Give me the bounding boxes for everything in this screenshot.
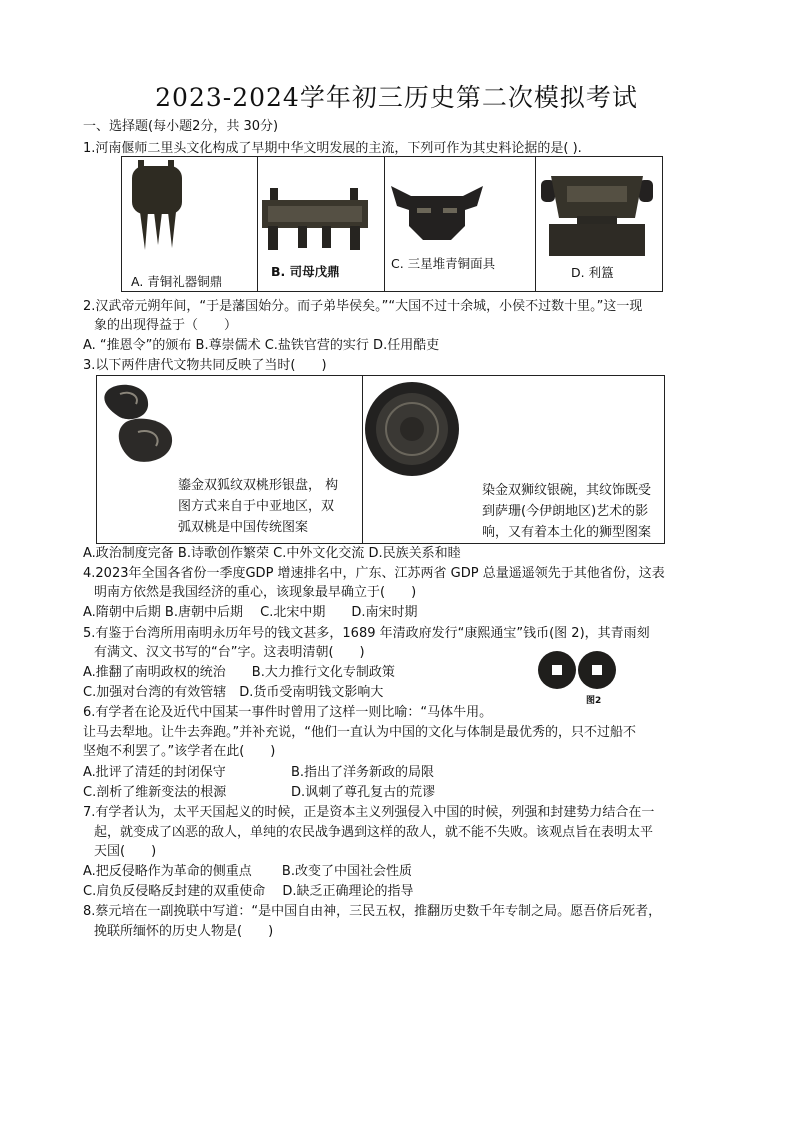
q6-option-b: B.指出了洋务新政的局限 <box>291 765 435 780</box>
kangxi-coins-image <box>537 648 619 692</box>
q6-stem-line3: 坚炮不利罢了。”该学者在此( ) <box>83 744 276 759</box>
q4-options: A.隋朝中后期 B.唐朝中后期 C.北宋中期 D.南宋时期 <box>83 605 418 620</box>
sanxingdui-mask-image <box>387 182 487 247</box>
q3-left-text-line3: 弧双桃是中国传统图案 <box>178 520 309 535</box>
q3-stem: 3.以下两件唐代文物共同反映了当时( ) <box>83 358 327 373</box>
q2-stem-line2: 象的出现得益于（ ） <box>94 318 238 333</box>
q7-options-cd: C.肩负反侵略反封建的双重使命 D.缺乏正确理论的指导 <box>83 884 414 899</box>
q5-figure-label: 图2 <box>586 696 602 706</box>
q6-stem-line2: 让马去犁地。让牛去奔跑。”并补充说，“他们一直认为中国的文化与体制是最优秀的，只不过船不 <box>83 725 636 740</box>
q3-right-text-line2: 到萨珊(今伊朗地区)艺术的影 <box>482 504 649 519</box>
q3-left-text-line2: 图方式来自于中亚地区，双 <box>178 499 335 514</box>
q5-stem-line1: 5.有鉴于台湾所用南明永历年号的钱文甚多，1689 年清政府发行“康熙通宝”钱币(图 2)，其青雨刻 <box>83 626 650 641</box>
q2-options: A. “推恩令”的颁布 B.尊崇儒术 C.盐铁官营的实行 D.任用酷吏 <box>83 338 440 353</box>
q1-caption-a: A. 青铜礼器铜鼎 <box>131 274 223 289</box>
q6-option-a: A.批评了清廷的封闭保守 <box>83 765 226 780</box>
q3-left-text-line1: 鎏金双狐纹双桃形银盘， 构 <box>178 478 339 493</box>
q1-caption-b: B. 司母戊鼎 <box>271 264 340 279</box>
q1-caption-c: C. 三星堆青铜面具 <box>391 256 496 271</box>
section-heading: 一、选择题(每小题2分，共 30分) <box>83 119 279 134</box>
q7-options-ab: A.把反侵略作为革命的侧重点 B.改变了中国社会性质 <box>83 864 412 879</box>
q6-option-d: D.讽刺了尊孔复古的荒谬 <box>291 785 436 800</box>
q3-right-text-line1: 染金双狮纹银碗，其纹饰既受 <box>482 483 652 498</box>
q2-stem-line1: 2.汉武帝元朔年间，“于是藩国始分。而子弟毕侯矣。”“大国不过十余城，小侯不过数十里。”这一现 <box>83 299 643 314</box>
q3-right-text-line3: 响，又有着本土化的狮型图案 <box>482 525 652 540</box>
q3-left-description <box>178 475 338 538</box>
bronze-ding-image <box>128 160 188 255</box>
q7-stem-line2: 起，就变成了凶恶的敌人，单纯的农民战争遇到这样的敌人，就不能不失败。该观点旨在表明太平 <box>94 825 654 840</box>
q3-options: A.政治制度完备 B.诗歌创作繁荣 C.中外文化交流 D.民族关系和睦 <box>83 546 461 561</box>
simuwu-ding-image <box>260 186 372 252</box>
q8-stem-line2: 挽联所缅怀的历史人物是( ) <box>94 924 274 939</box>
silver-bowl-image <box>363 380 463 480</box>
q7-stem-line1: 7.有学者认为，太平天国起义的时候，正是资本主义列强侵入中国的时候，列强和封建势力结合在一 <box>83 805 655 820</box>
q6-stem-line1: 6.有学者在论及近代中国某一事件时曾用了这样一则比喻：“马体牛用。 <box>83 705 493 720</box>
q4-stem-line1: 4.2023年全国各省份一季度GDP 增速排名中，广东、江苏两省 GDP 总量遥遥领先于其他省份，这表 <box>83 566 665 581</box>
q7-stem-line3: 天国( ) <box>94 844 157 859</box>
li-gui-image <box>537 172 657 258</box>
q5-options-cd: C.加强对台湾的有效管辖 D.货币受南明钱文影响大 <box>83 685 384 700</box>
exam-title: 2023-2024学年初三历史第二次模拟考试 <box>155 83 638 112</box>
q1-caption-d: D. 利簋 <box>571 265 614 280</box>
q6-option-c: C.剖析了维新变法的根源 <box>83 785 227 800</box>
q5-stem-line2: 有满文、汉文书写的“台”字。这表明清朝( ) <box>94 645 365 660</box>
silver-plate-image <box>100 380 182 470</box>
q3-right-description <box>482 480 651 543</box>
q4-stem-line2: 明南方依然是我国经济的重心，该现象最早确立于( ) <box>94 585 417 600</box>
q1-stem: 1.河南偃师二里头文化构成了早期中华文明发展的主流，下列可作为其史料论据的是( ). <box>83 141 582 156</box>
q5-options-ab: A.推翻了南明政权的统治 B.大力推行文化专制政策 <box>83 665 395 680</box>
q8-stem-line1: 8.蔡元培在一副挽联中写道：“是中国自由神，三民五权，推翻历史数千年专制之局。愿吾侪后死者， <box>83 904 662 919</box>
